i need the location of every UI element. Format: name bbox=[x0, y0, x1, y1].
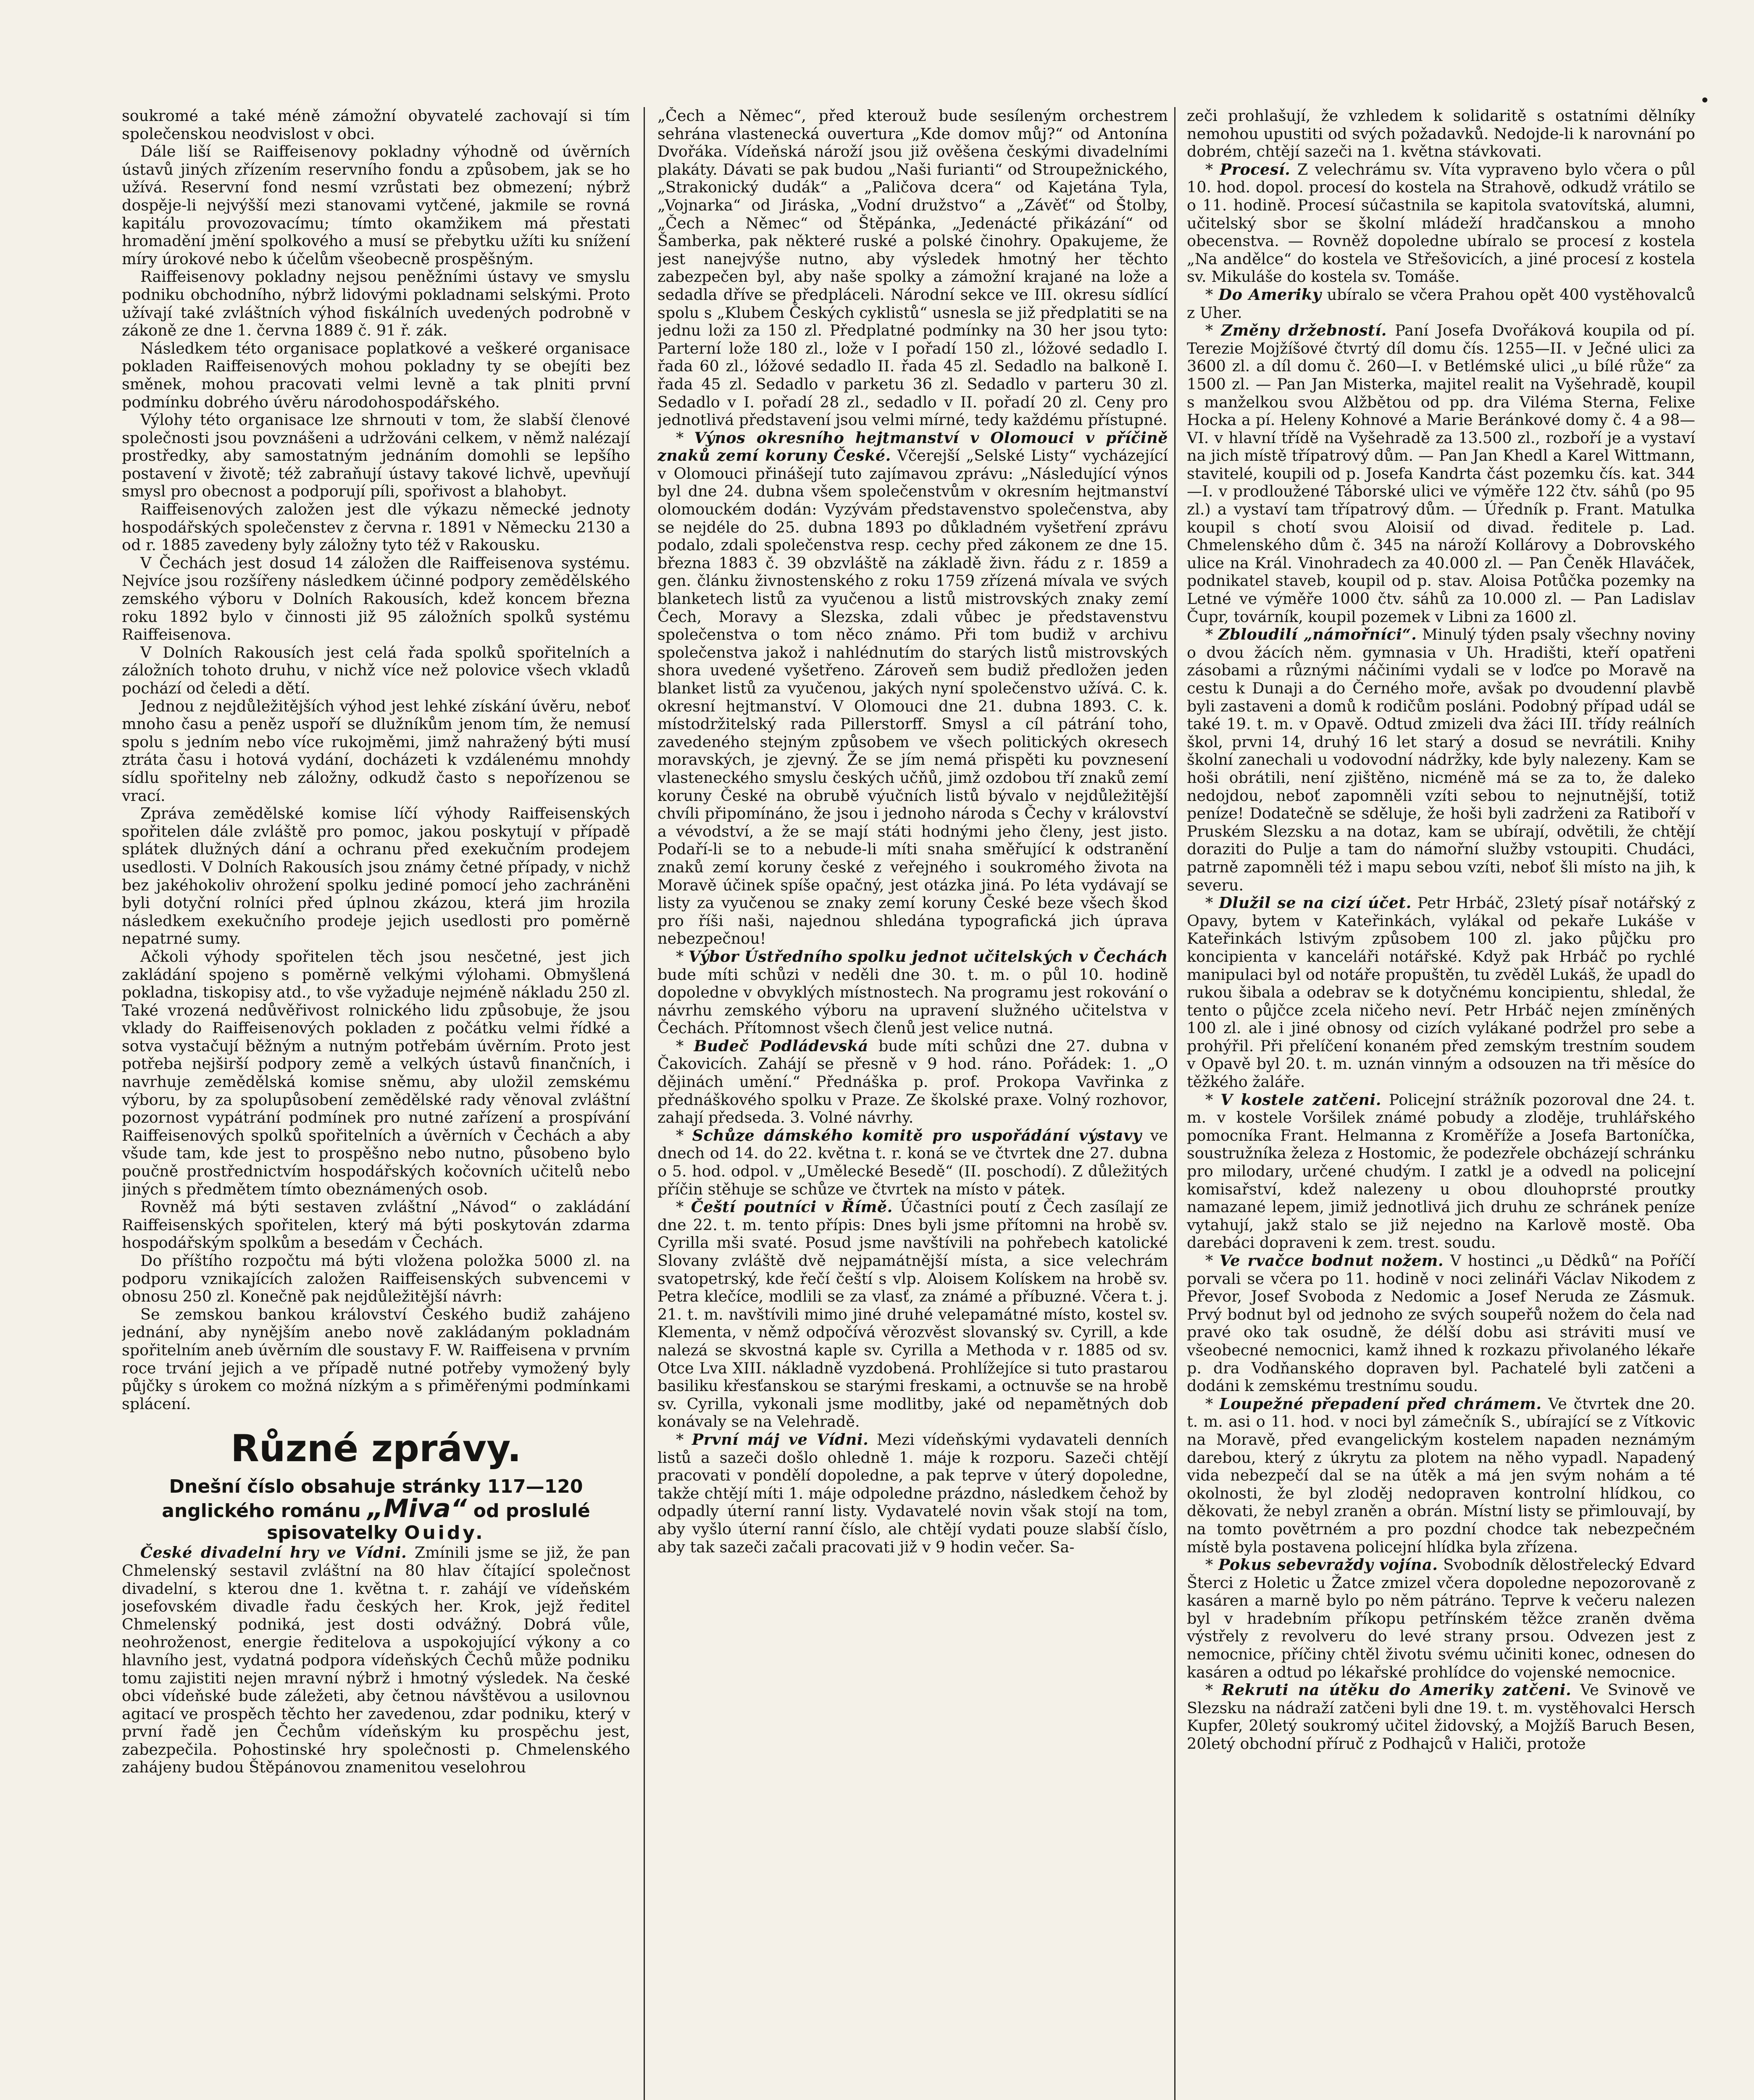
news-headline: Dlužil se na cizí účet. bbox=[1219, 894, 1412, 912]
news-body: ubíralo se včera Prahou opět 400 vystěhovalců z Uher. bbox=[1187, 285, 1695, 322]
news-item: * Změny držebností. Paní Josefa Dvořáková koupila od pí. Terezie Mojžíšové čtvrtý díl domu čís. 1255—II. v Ječné ulici za 3600 zl. a díl domu č. 260—I. v Betlémské ulici „u bílé růže“ za 1500 zl. — Pan Jan Misterka, majitel realit na Vyšehradě, koupil s manželkou svou Alžbětou od pp. dra Viléma Sterna, Felixe Hocka a pí. Heleny Kohnové a Marie Beránkové domy č. 4 a 98—VI. v hlavní třídě na Vyšehradě za 13.500 zl., rozboří je a vystaví na jich místě třípatrový dům. — Pan Jan Khedl a Karel Wittmann, stavitelé, koupili od p. Josefa Kandrta část pozemku čís. kat. 344—I. v prodloužené Táborské ulici ve výměře 122 čtv. sáhů (po 95 zl.) a vystaví tam třípatrový dům. — Úředník p. Frant. Matulka koupil s chotí svou Aloisií od divad. ředitele p. Lad. Chmelenského dům č. 345 na nároží Kollárovy a Dobrovského ulice na Král. Vinohradech za 40.000 zl. — Pan Čeněk Hlaváček, podnikatel staveb, koupil od p. stav. Aloisa Potůčka pozemky na Letné ve výměře 1000 čtv. sáhů za 10.000 zl. — Pan Ladislav Čupr, továrník, koupil pozemek v Libni za 1600 zl. bbox=[1187, 321, 1695, 626]
paragraph: Zpráva zemědělské komise líčí výhody Raiffeisenských spořitelen dále zvláště pro pomoc, jakou poskytují v případě splátek dlužných dání a ochranu před exekučním prodejem usedlosti. V Dolních Rakousích jsou známy četné případy, v nichž bez jakéhokoliv ohrožení spolku jediné pomocí jeho zachráněni byli dotyční rolníci před úplnou zkázou, která jim hrozila následkem exekučního prodeje jejich usedlosti pro poměrně nepatrné sumy. bbox=[122, 804, 630, 948]
news-item bbox=[122, 1544, 630, 1777]
news-body: bude míti schůzi v neděli dne 30. t. m. o půl 10. hodině dopoledne v obvyklých místnostech. Na programu jest rokování o návrhu zemského výboru na upravení služného učitelstva v Čechách. Přítomnost všech členů jest velice nutná. bbox=[657, 965, 1168, 1037]
lead-notice bbox=[122, 1476, 630, 1544]
news-body: Z velechrámu sv. Víta vypraveno bylo včera o půl 10. hod. dopol. procesí do kostela na Strahově, odkudž vrátilo se o 11. hodině. Procesí súčastnila se kapitola svatovítská, alumni, učitelský sbor se školní mládeží hradčanskou a mnoho obecenstva. — Rovněž dopoledne ubíralo se procesí z kostela „Na andělce“ do kostela ve Střešovicích, a jiné procesí z kostela sv. Mikuláše do kostela sv. Tomáše. bbox=[1187, 160, 1695, 286]
news-headline: První máj ve Vídni. bbox=[692, 1430, 869, 1449]
news-headline: Budeč Podládevská bbox=[694, 1037, 868, 1055]
news-headline: Schůze dámského komitě pro uspořádání výstavy bbox=[692, 1126, 1142, 1144]
news-body: Mezi vídeňskými vydavateli denních listů a sazeči došlo ohledně 1. máje k rozporu. Sazeči chtějí pracovati v pondělí dopoledne, a pak teprve v úterý dopoledne, takže chtějí míti 1. máje odpoledne prázdno, následkem čehož by odpadly úterní ranní listy. Vydavatelé novin však stojí na tom, aby vyšlo úterní ranní číslo, ale chtějí vydati pouze slabší číslo, aby tak sazeči začali pracovati již v 9 hodin večer. Sa- bbox=[657, 1430, 1168, 1556]
lead-line: anglického románu bbox=[162, 1500, 361, 1522]
news-item: * Výnos okresního hejtmanství v Olomouci v příčině znaků zemí koruny České. Včerejší „Selské Listy“ vycházející v Olomouci přinášejí tuto zajímavou zprávu: „Následující výnos byl dne 24. dubna všem společenstvům v okresním hejtmanství olomouckém dodán: Vyzývám představenstvo společenstva, aby se nejdéle do 25. dubna 1893 po důkladném vyšetření zprávu podalo, zdali společenstva resp. cechy před zákonem ze dne 15. března 1883 č. 39 obzvláště na základě živn. řádu z r. 1859 a gen. článku živnostenského z roku 1759 zřízená mívala ve svých blanketech listů za vyučenou a listů mistrovských znaky zemí Čech, Moravy a Slezska, zdali vůbec je představenstvu společenstva o tom něco známo. Při tom budiž v archivu společenstva jakož i nahlédnutím do starých listů mistrovských shora uvedené vyšetřeno. Zároveň sem budiž předložen jeden blanket listů za vyučenou, jakých nyní společenstvo užívá. C. k. okresní hejtmanství. V Olomouci dne 21. dubna 1893. C. k. místodržitelský rada Pillerstorff. Smysl a cíl pátrání toho, zavedeného stejným způsobem ve všech politických okresech moravských, je zjevný. Že se jím nemá přispěti ku povznesení vlasteneckého smyslu českých učňů, jimž ozdobou tří znaků zemí koruny České na obrubě výučních listů bývalo v nejdůležitější chvíli připomínáno, že jsou i jednoho národa s Čechy v království a vévodství, a že se mají státi hodnými jeho členy, jest jisto. Podaří-li se to a nebude-li míti snaha směřující k odstranění znaků zemí koruny české z veřejného i soukromého života na Moravě účinek spíše opačný, jest otázka jiná. Po léta vydávají se listy za vyučenou se znaky zemí koruny České beze všech škod pro říši naši, najednou shledána typografická jich úprava nebezpečnou! bbox=[657, 428, 1168, 948]
news-item: * První máj ve Vídni. Mezi vídeňskými vydavateli denních listů a sazeči došlo ohledně 1. máje k rozporu. Sazeči chtějí pracovati v pondělí dopoledne, a pak teprve v úterý dopoledne, takže chtějí míti 1. máje odpoledne prázdno, následkem čehož by odpadly úterní ranní listy. Vydavatelé novin však stojí na tom, aby vyšlo úterní ranní číslo, ale chtějí vydati pouze slabší číslo, aby tak sazeči začali pracovati již v 9 hodin večer. Sa- bbox=[657, 1430, 1168, 1556]
paragraph: Ačkoli výhody spořitelen těch jsou nesčetné, jest jich zakládání spojeno s poměrně velkými výlohami. Obmyšlená pokladna, tiskopisy atd., to vše vyžaduje nejméně nákladu 250 zl. Také vrozená nedůvěřivost rolnického lidu způsobuje, že jsou vklady do Raiffeisenových pokladen z počátku velmi řídké a sotva vystačují běžným a nutným potřebám úvěrním. Proto jest potřeba nejširší podpory země a velkých ústavů finančních, i navrhuje zemědělská komise sněmu, aby uložil zemskému výboru, by za spolupůsobení zemědělské rady věnoval zvláštní pozornost vypátrání podmínek pro nutné zařízení a prospívání Raiffeisenových spolků spořitelních a úvěrních v Čechách a aby všude tam, kde jest to prospěšno nebo nutno, působeno bylo poučně prostřednictvím hospodářských kočovních učitelů nebo jiných s předmětem tímto obeznámených osob. bbox=[122, 947, 630, 1198]
paragraph: soukromé a také méně zámožní obyvatelé zachovají si tím společenskou neodvislost v obci. bbox=[122, 107, 630, 143]
paragraph: V Čechách jest dosud 14 záložen dle Raiffeisenova systému. Nejvíce jsou rozšířeny následkem účinné podpory zemědělského zemského výboru v Dolních Rakousích, kdež koncem března roku 1892 bylo v činnosti již 95 záložních spolků systému Raiffeisenova. bbox=[122, 554, 630, 644]
news-item: * Rekruti na útěku do Ameriky zatčeni. Ve Svinově ve Slezsku na nádraží zatčeni byli dne 19. t. m. vystěhovalci Hersch Kupfer, 20letý soukromý učitel židovský, a Mojžíš Baruch Besen, 20letý obchodní příruč z Podhajců v Haliči, protože bbox=[1187, 1681, 1695, 1753]
news-item: * Dlužil se na cizí účet. Petr Hrbáč, 23letý písař notářský z Opavy, bytem v Kateřinkách, vylákal od pekaře Lukáše v Kateřinkách lstivým způsobem 100 zl. jako půjčku pro koncipienta v kanceláři notářské. Když pak Hrbáč po rychlé manipulaci byl od notáře propuštěn, tu zvěděl Lukáš, že upadl do rukou šibala a odebrav se k dotyčnému koncipientu, shledal, že tento o půjčce zcela ničeho neví. Petr Hrbáč nejen zmíněných 100 zl. ale i jiné obnosy od cizích vylákané podržel pro sebe a prohýřil. Při přelíčení konaném před zemským trestním soudem v Opavě byl 20. t. m. uznán vinným a odsouzen na tři měsíce do těžkého žaláře. bbox=[1187, 894, 1695, 1091]
paragraph: Raiffeisenových založen jest dle výkazu německé jednoty hospodářských společenstev z června r. 1891 v Německu 2130 a od r. 1885 zavedeny byly záložny tyto též v Rakousku. bbox=[122, 500, 630, 554]
paragraph: Jednou z nejdůležitějších výhod jest lehké získání úvěru, neboť mnoho času a peněz uspoří se dlužníkům jenom tím, že nemusí spolu s jedním nebo více rukojměmi, jimž nahražený býti musí ztráta času i hotová vydání, docházeti k vzdálenému mnohdy sídlu spořitelny neb záložny, odkudž často s nepořízenou se vrací. bbox=[122, 697, 630, 805]
paragraph: Dále liší se Raiffeisenovy pokladny výhodně od úvěrních ústavů jiných zřízením reservního fondu a způsobem, jak se ho užívá. Reservní fond nesmí vzrůstati bez obmezení; nýbrž dospěje-li nejvýšší mezi stanovami vytčené, jakmile se rovná kapitálu provozovacímu; tímto okamžikem má přestati hromadění jmění spolkového a musí se přebytku užíti ku snížení míry úrokové nebo k účelům všeobecně prospěšným. bbox=[122, 142, 630, 268]
news-body: Paní Josefa Dvořáková koupila od pí. Terezie Mojžíšové čtvrtý díl domu čís. 1255—II. v Ječné ulici za 3600 zl. a díl domu č. 260—I. v Betlémské ulici „u bílé růže“ za 1500 zl. — Pan Jan Misterka, majitel realit na Vyšehradě, koupil s manželkou svou Alžbětou od pp. dra Viléma Sterna, Felixe Hocka a pí. Heleny Kohnové a Marie Beránkové domy č. 4 a 98—VI. v hlavní třídě na Vyšehradě za 13.500 zl., rozboří je a vystaví na jich místě třípatrový dům. — Pan Jan Khedl a Karel Wittmann, stavitelé, koupili od p. Josefa Kandrta část pozemku čís. kat. 344—I. v prodloužené Táborské ulici ve výměře 122 čtv. sáhů (po 95 zl.) a vystaví tam třípatrový dům. — Úředník p. Frant. Matulka koupil s chotí svou Aloisií od divad. ředitele p. Lad. Chmelenského dům č. 345 na nároží Kollárovy a Dobrovského ulice na Král. Vinohradech za 40.000 zl. — Pan Čeněk Hlaváček, podnikatel staveb, koupil od p. stav. Aloisa Potůčka pozemky na Letné ve výměře 1000 čtv. sáhů za 10.000 zl. — Pan Ladislav Čupr, továrník, koupil pozemek v Libni za 1600 zl. bbox=[1187, 321, 1695, 626]
news-body: Účastníci poutí z Čech zasílají ze dne 22. t. m. tento přípis: Dnes byli jsme přítomni na hrobě sv. Cyrilla mši svaté. Posud jsme navštívili na pohřebech katolické Slovany zvláště dvě nejpamátnější místa, a sice velechrám svatopetrský, kde řečí čeští s vlp. Aloisem Kolískem na hrobě sv. Petra klečíce, modlili se za vlasť, za známé a příbuzné. Včera t. j. 21. t. m. navštívili mimo jiné druhé velepamátné místo, kostel sv. Klementa, v němž odpočívá věrozvěst slovanský sv. Cyrill, a kde nalezá se skvostná kaple sv. Cyrilla a Methoda v r. 1885 od sv. Otce Lva XIII. nákladně vyzdobená. Prohlížejíce si tuto prastarou basiliku křesťanskou se starými freskami, a octnuvše se na hrobě sv. Cyrilla, vykonali jsme modlitby, jaké od nepamětných dob konávaly se na Velehradě. bbox=[657, 1198, 1168, 1431]
news-body: Svobodník dělostřelecký Edvard Šterci z Holetic u Žatce zmizel včera dopoledne nepozorovaně z kasáren a marně bylo po něm pátráno. Teprve k večeru nalezen byl v hradebním příkopu petřínském těžce zraněn dvěma výstřely z revolveru do levé strany prsou. Odvezen jest z nemocnice, příčiny chtěl životu svému učiniti konec, odnesen do kasáren a odtud po lékařské prohlídce do vojenské nemocnice. bbox=[1187, 1556, 1695, 1681]
news-item: * Výbor Ústředního spolku jednot učitelských v Čechách bude míti schůzi v neděli dne 30. t. m. o půl 10. hodině dopoledne v obvyklých místnostech. Na programu jest rokování o návrhu zemského výboru na upravení služného učitelstva v Čechách. Přítomnost všech členů jest velice nutná. bbox=[657, 947, 1168, 1037]
news-headline: V kostele zatčeni. bbox=[1220, 1090, 1381, 1109]
news-headline: Čeští poutníci v Římě. bbox=[691, 1198, 893, 1216]
news-headline: Výbor Ústředního spolku jednot učitelských v Čechách bbox=[688, 947, 1168, 966]
lead-line: Dnešní číslo obsahuje stránky 117—120 bbox=[169, 1476, 583, 1498]
news-headline: Změny držebností. bbox=[1221, 321, 1387, 340]
news-body: Petr Hrbáč, 23letý písař notářský z Opavy, bytem v Kateřinkách, vylákal od pekaře Lukáše v Kateřinkách lstivým způsobem 100 zl. jako půjčku pro koncipienta v kanceláři notářské. Když pak Hrbáč po rychlé manipulaci byl od notáře propuštěn, tu zvěděl Lukáš, že upadl do rukou šibala a odebrav se k dotyčnému koncipientu, shledal, že tento o půjčce zcela ničeho neví. Petr Hrbáč nejen zmíněných 100 zl. ale i jiné obnosy od cizích vylákané podržel pro sebe a prohýřil. Při přelíčení konaném před zemským trestním soudem v Opavě byl 20. t. m. uznán vinným a odsouzen na tři měsíce do těžkého žaláře. bbox=[1187, 894, 1695, 1091]
news-item: * Čeští poutníci v Římě. Účastníci poutí z Čech zasílají ze dne 22. t. m. tento přípis: Dnes byli jsme přítomni na hrobě sv. Cyrilla mši svaté. Posud jsme navštívili na pohřebech katolické Slovany zvláště dvě nejpamátnější místa, a sice velechrám svatopetrský, kde řečí čeští s vlp. Aloisem Kolískem na hrobě sv. Petra klečíce, modlili se za vlasť, za známé a příbuzné. Včera t. j. 21. t. m. navštívili mimo jiné druhé velepamátné místo, kostel sv. Klementa, v němž odpočívá věrozvěst slovanský sv. Cyrill, a kde nalezá se skvostná kaple sv. Cyrilla a Methoda v r. 1885 od sv. Otce Lva XIII. nákladně vyzdobená. Prohlížejíce si tuto prastarou basiliku křesťanskou se starými freskami, a octnuvše se na hrobě sv. Cyrilla, vykonali jsme modlitby, jaké od nepamětných dob konávaly se na Velehradě. bbox=[657, 1198, 1168, 1431]
news-headline: Zbloudilí „námořníci“. bbox=[1218, 625, 1417, 644]
news-item: * Loupežné přepadení před chrámem. Ve čtvrtek dne 20. t. m. asi o 11. hod. v noci byl zámečník S., ubírající se z Vítkovic na Moravě, před evangelickým kostelem napaden neznámým darebou, který z úkrytu za plotem na něho vypadl. Napadený vida nebezpečí dal se na útěk a má jen svým nohám a té okolnosti, že byl zloděj nedopraven kontrolní hlídkou, co děkovati, že nebyl zraněn a obrán. Místní listy se přimlouvají, by na tomto povětrném a pro pozdní chodce tak nebezpečném místě byla postavena policejní hlídka byla zřízena. bbox=[1187, 1394, 1695, 1556]
author-name: Ouidy. bbox=[404, 1522, 485, 1544]
news-body: V hostinci „u Dědků“ na Poříčí porvali se včera po 11. hodině v noci zelináři Václav Nikodem z Převor, Josef Svoboda z Nedomic a Josef Neruda ze Zásmuk. Prvý bodnut byl od jednoho ze svých soupeřů nožem do čela nad pravé oko tak osudně, že délší dobu asi stráviti musí ve všeobecné nemocnici, kamž ihned k rozkazu přivolaného lékaře p. dra Vodňanského dopraven byl. Pachatelé byli zatčeni a dodáni k zemskému trestnímu soudu. bbox=[1187, 1252, 1695, 1395]
news-item: * V kostele zatčeni. Policejní strážník pozoroval dne 24. t. m. v kostele Voršilek známé pobudy a zloděje, truhlářského pomocníka Frant. Helmanna z Kroměříže a Josefa Bartoníčka, soustružníka železa z Hostomic, že podezřele obcházejí schránku pro milodary, určené chudým. I zatkl je a odvedl na policejní komisařství, kdež nalezeny u obou dlouhoprsté proutky namazané lepem, jimiž jednotlivá jich druhu ze schránek peníze vytahují, jakž stalo se již nejedno na Karlově mostě. Oba darebáci dopraveni k zem. trest. soudu. bbox=[1187, 1090, 1695, 1252]
news-item bbox=[657, 107, 1168, 429]
news-item: * Zbloudilí „námořníci“. Minulý týden psaly všechny noviny o dvou žácích něm. gymnasia v Uh. Hradišti, kteří opatřeni zásobami a různými náčiními vydali se v loďce po Moravě na cestu k Dunaji a do Černého moře, avšak po dvoudenní plavbě byli zastaveni a domů k rodičům posláni. Podobný případ udál se také 19. t. m. v Opavě. Odtud zmizeli dva žáci III. třídy reálních škol, prvni 14, druhý 16 let starý a dosud se nevrátili. Knihy školní zanechali u vodovodní nádržky, kde byly nalezeny. Kam se hoši obrátili, není zjištěno, nicméně má se za to, že daleko nedojdou, neboť zapomněli vzíti sebou to nejnutnější, totiž peníze! Dodatečně se sděluje, že hoši byli zadrženi za Ratiboří v Pruském Slezsku a na dotaz, kam se ubírají, odvětili, že chtějí doraziti do Pulje a tam do námořní služby vstoupiti. Chudáci, patrně zapomněli též i mapu sebou vzíti, neboť šli místo na jih, k severu. bbox=[1187, 625, 1695, 894]
novel-title: „Miva“ bbox=[367, 1494, 467, 1524]
news-headline: Procesí. bbox=[1220, 160, 1291, 178]
news-item: * Pokus sebevraždy vojína. Svobodník dělostřelecký Edvard Šterci z Holetic u Žatce zmizel včera dopoledne nepozorovaně z kasáren a marně bylo po něm pátráno. Teprve k večeru nalezen byl v hradebním příkopu petřínském těžce zraněn dvěma výstřely z revolveru do levé strany prsou. Odvezen jest z nemocnice, příčiny chtěl životu svému učiniti konec, odnesen do kasáren a odtud po lékařské prohlídce do vojenské nemocnice. bbox=[1187, 1556, 1695, 1681]
news-item: * Schůze dámského komitě pro uspořádání výstavy ve dnech od 14. do 22. května t. r. koná se ve čtvrtek dne 27. dubna o 5. hod. odpol. v „Umělecké Besedě“ (II. poschodí). Z důležitých příčin stěhuje se schůze ve čtvrtek na místo v pátek. bbox=[657, 1126, 1168, 1198]
lead-line: od proslulé bbox=[473, 1500, 590, 1522]
paragraph: Výlohy této organisace lze shrnouti v tom, že slabší členové společnosti jsou povznášeni a udržováni celkem, v němž nalézají prostředky, aby samostatným jednáním domohli se lepšího postavení v životě; též zabraňují ústavy takové lichvě, upevňují smysl pro obecnost a podporují píli, spořivost a blahobyt. bbox=[122, 411, 630, 501]
news-body: Minulý týden psaly všechny noviny o dvou žácích něm. gymnasia v Uh. Hradišti, kteří opatřeni zásobami a různými náčiními vydali se v loďce po Moravě na cestu k Dunaji a do Černého moře, avšak po dvoudenní plavbě byli zastaveni a domů k rodičům posláni. Podobný případ udál se také 19. t. m. v Opavě. Odtud zmizeli dva žáci III. třídy reálních škol, prvni 14, druhý 16 let starý a dosud se nevrátili. Knihy školní zanechali u vodovodní nádržky, kde byly nalezeny. Kam se hoši obrátili, není zjištěno, nicméně má se za to, že daleko nedojdou, neboť zapomněli vzíti sebou to nejnutnější, totiž peníze! Dodatečně se sděluje, že hoši byli zadrženi za Ratiboří v Pruském Slezsku a na dotaz, kam se ubírají, odvětili, že chtějí doraziti do Pulje a tam do námořní služby vstoupiti. Chudáci, patrně zapomněli též i mapu sebou vzíti, neboť šli místo na jih, k severu. bbox=[1187, 625, 1695, 894]
news-body: bude míti schůzi dne 27. dubna v Čakovicích. Zahájí se přesně v 9 hod. ráno. Pořádek: 1. „O dějinách umění.“ Přednáška p. prof. Prokopa Vavřinka z přednáškového spolku v Praze. Ze školské praxe. Volný rozhovor, zahají předseda. 3. Volné návrhy. bbox=[657, 1037, 1168, 1127]
printing-dot bbox=[1702, 97, 1707, 102]
news-headline: Loupežné přepadení před chrámem. bbox=[1219, 1394, 1542, 1413]
news-item: * Do Ameriky ubíralo se včera Prahou opět 400 vystěhovalců z Uher. bbox=[1187, 285, 1695, 322]
column-rule bbox=[644, 107, 645, 2100]
paragraph: V Dolních Rakousích jest celá řada spolků spořitelních a záložních tohoto druhu, v nichž více než polovice všech vkladů pochází od čeledi a dětí. bbox=[122, 643, 630, 697]
news-body: Ve Svinově ve Slezsku na nádraží zatčeni byli dne 19. t. m. vystěhovalci Hersch Kupfer, 20letý soukromý učitel židovský, a Mojžíš Baruch Besen, 20letý obchodní příruč z Podhajců v Haliči, protože bbox=[1187, 1681, 1695, 1753]
news-body: „Čech a Němec“, před kterouž bude sesíleným orchestrem sehrána vlastenecká ouvertura „Kde domov můj?“ od Antonína Dvořáka. Vídeňská nároží jsou již ověšena českými divadelními plakáty. Dávati se pak budou „Naši furianti“ od Stroupežnického, „Strakonický dudák“ a „Paličova dcera“ od Kajetána Tyla, „Vojnarka“ od Jiráska, „Vodní družstvo“ a „Závěť“ od Štolby, „Čech a Němec“ od Štěpánka, „Jedenácté přikázání“ od Šamberka, pak některé ruské a polské činohry. Opakujeme, že jest nanejvýše nutno, aby výsledek hmotný her těchto zabezpečen byl, aby naše spolky a zámožní krajané na lože a sedadla dříve se předpláceli. Národní sekce ve III. okresu sídlící spolu s „Klubem Českých cyklistů“ usnesla se již předplatiti se na jednu loži za 150 zl. Předplatné podmínky na 30 her jsou tyto: Parterní lože 180 zl., lože v I pořadí 150 zl., lóžové sedadlo I. řada 60 zl., lóžové sedadlo II. řada 45 zl. Sedadlo na balkoně I. řada 45 zl. Sedadlo v parketu 36 zl. Sedadlo v parteru 30 zl. Sedadlo v I. pořadí 28 zl., sedadlo v II. pořadí 20 zl. Ceny pro jednotlivá představení jsou velmi mírné, tedy každému přístupné. bbox=[657, 107, 1168, 429]
news-headline: Ve rvačce bodnut nožem. bbox=[1219, 1252, 1444, 1270]
news-headline: Do Ameriky bbox=[1218, 285, 1322, 304]
paragraph: Raiffeisenovy pokladny nejsou peněžními ústavy ve smyslu podniku obchodního, nýbrž lidovými pokladnami selskými. Proto užívají také zvláštních výhod fiskálních uvedených podrobně v zákoně ze dne 1. června 1889 č. 91 ř. zák. bbox=[122, 268, 630, 340]
section-title: Různé zprávy. bbox=[231, 1427, 521, 1470]
news-headline: Rekruti na útěku do Ameriky zatčeni. bbox=[1222, 1681, 1572, 1699]
lead-line: spisovatelky bbox=[267, 1522, 398, 1544]
paragraph: Rovněž má býti sestaven zvláštní „Návod“ o zakládání Raiffeisenských spořitelen, který má býti poskytován zdarma hospodářským spolkům a besedám v Čechách. bbox=[122, 1198, 630, 1252]
paragraph: Do příštího rozpočtu má býti vložena položka 5000 zl. na podporu vznikajících založen Raiffeisenských subvencemi v obnosu 250 zl. Konečně pak nejdůležitější návrh: bbox=[122, 1252, 630, 1306]
news-headline: Výnos okresního hejtmanství v Olomouci v příčině znaků zemí koruny České. bbox=[657, 428, 1168, 465]
news-item: * Procesí. Z velechrámu sv. Víta vypraveno bylo včera o půl 10. hod. dopol. procesí do kostela na Strahově, odkudž vrátilo se o 11. hodině. Procesí súčastnila se kapitola svatovítská, alumni, učitelský sbor se školní mládeží hradčanskou a mnoho obecenstva. — Rovněž dopoledne ubíralo se procesí z kostela „Na andělce“ do kostela ve Střešovicích, a jiné procesí z kostela sv. Mikuláše do kostela sv. Tomáše. bbox=[1187, 160, 1695, 286]
column-right bbox=[1187, 107, 1695, 2100]
news-headline: Pokus sebevraždy vojína. bbox=[1218, 1556, 1438, 1574]
paragraph: Se zemskou bankou království Českého budiž zahájeno jednání, aby nynějším anebo nově zakládaným pokladnám spořitelním aneb úvěrním dle soustavy F. W. Raiffeisena v prvním roce trvání jejich a ve případě nutné potřeby vymožený byly půjčky s úrokem co možná nízkým a s přiměřenými podmínkami splácení. bbox=[122, 1305, 630, 1413]
column-middle bbox=[657, 107, 1168, 2100]
news-item: * Ve rvačce bodnut nožem. V hostinci „u Dědků“ na Poříčí porvali se včera po 11. hodině v noci zelináři Václav Nikodem z Převor, Josef Svoboda z Nedomic a Josef Neruda ze Zásmuk. Prvý bodnut byl od jednoho ze svých soupeřů nožem do čela nad pravé oko tak osudně, že délší dobu asi stráviti musí ve všeobecné nemocnici, kamž ihned k rozkazu přivolaného lékaře p. dra Vodňanského dopraven byl. Pachatelé byli zatčeni a dodáni k zemskému trestnímu soudu. bbox=[1187, 1252, 1695, 1395]
news-body: Policejní strážník pozoroval dne 24. t. m. v kostele Voršilek známé pobudy a zloděje, truhlářského pomocníka Frant. Helmanna z Kroměříže a Josefa Bartoníčka, soustružníka železa z Hostomic, že podezřele obcházejí schránku pro milodary, určené chudým. I zatkl je a odvedl na policejní komisařství, kdež nalezeny u obou dlouhoprsté proutky namazané lepem, jimiž jednotlivá jich druhu ze schránek peníze vytahují, jakž stalo se již nejedno na Karlově mostě. Oba darebáci dopraveni k zem. trest. soudu. bbox=[1187, 1090, 1695, 1252]
column-left bbox=[122, 107, 630, 2100]
news-body: zeči prohlašují, že vzhledem k solidaritě s ostatními dělníky nemohou upustiti od svých požadavků. Nedojde-li k narovnání po dobrém, chtějí sazeči na 1. května stávkovati. bbox=[1187, 107, 1695, 161]
news-body: Zmínili jsme se již, že pan Chmelenský sestavil zvláštní na 80 hlav čítající společnost divadelní, s kterou dne 1. května t. r. zahájí ve vídeňském josefovském divadle řadu českých her. Krok, jejž ředitel Chmelenský podniká, jest dosti odvážný. Dobrá vůle, neohroženost, energie ředitelova a uspokojující výkony a co hlavního jest, vydatná podpora vídeňských Čechů může podniku tomu zajistiti nejen mravní nýbrž i hmotný výsledek. Na české obci vídeňské bude záležeti, aby četnou návštěvou a usilovnou agitací ve prospěch těchto her zavedenou, zdar podniku, který v první řadě jen Čechům vídeňským ku prospěchu jest, zabezpečila. Pohostinské hry společnosti p. Chmelenského zahájeny budou Štěpánovou znamenitou veselohrou bbox=[122, 1544, 630, 1777]
paragraph: Následkem této organisace poplatkové a veškeré organisace pokladen Raiffeisenových mohou pokladny ty se obejíti bez směnek, mohou pracovati velmi levně a tak plniti první podmínku dobrého úvěru národohospodářského. bbox=[122, 339, 630, 411]
news-item bbox=[1187, 107, 1695, 161]
news-body: Včerejší „Selské Listy“ vycházející v Olomouci přinášejí tuto zajímavou zprávu: „Následující výnos byl dne 24. dubna všem společenstvům v okresním hejtmanství olomouckém dodán: Vyzývám představenstvo společenstva, aby se nejdéle do 25. dubna 1893 po důkladném vyšetření zprávu podalo, zdali společenstva resp. cechy před zákonem ze dne 15. března 1883 č. 39 obzvláště na základě živn. řádu z r. 1859 a gen. článku živnostenského z roku 1759 zřízená mívala ve svých blanketech listů za vyučenou a listů mistrovských znaky zemí Čech, Moravy a Slezska, zdali vůbec je představenstvu společenstva o tom něco známo. Při tom budiž v archivu společenstva jakož i nahlédnutím do starých listů mistrovských shora uvedené vyšetřeno. Zároveň sem budiž předložen jeden blanket listů za vyučenou, jakých nyní společenstvo užívá. C. k. okresní hejtmanství. V Olomouci dne 21. dubna 1893. C. k. místodržitelský rada Pillerstorff. Smysl a cíl pátrání toho, zavedeného stejným způsobem ve všech politických okresech moravských, je zjevný. Že se jím nemá přispěti ku povznesení vlasteneckého smyslu českých učňů, jimž ozdobou tří znaků zemí koruny České na obrubě výučních listů bývalo v nejdůležitější chvíli připomínáno, že jsou i jednoho národa s Čechy v království a vévodství, a že se mají státi hodnými jeho členy, jest jisto. Podaří-li se to a nebude-li míti snaha směřující k odstranění znaků zemí koruny české z veřejného i soukromého života na Moravě účinek spíše opačný, jest otázka jiná. Po léta vydávají se listy za vyučenou se znaky zemí koruny České beze všech škod pro říši naši, najednou shledána typografická jich úprava nebezpečnou! bbox=[657, 446, 1168, 948]
column-rule bbox=[1174, 107, 1175, 2100]
news-item: * Budeč Podládevská bude míti schůzi dne 27. dubna v Čakovicích. Zahájí se přesně v 9 hod. ráno. Pořádek: 1. „O dějinách umění.“ Přednáška p. prof. Prokopa Vavřinka z přednáškového spolku v Praze. Ze školské praxe. Volný rozhovor, zahají předseda. 3. Volné návrhy. bbox=[657, 1037, 1168, 1127]
news-headline: České divadelní hry ve Vídni. bbox=[140, 1544, 407, 1562]
news-body: ve dnech od 14. do 22. května t. r. koná se ve čtvrtek dne 27. dubna o 5. hod. odpol. v „Umělecké Besedě“ (II. poschodí). Z důležitých příčin stěhuje se schůze ve čtvrtek na místo v pátek. bbox=[657, 1126, 1168, 1198]
news-body: Ve čtvrtek dne 20. t. m. asi o 11. hod. v noci byl zámečník S., ubírající se z Vítkovic na Moravě, před evangelickým kostelem napaden neznámým darebou, který z úkrytu za plotem na něho vypadl. Napadený vida nebezpečí dal se na útěk a má jen svým nohám a té okolnosti, že byl zloděj nedopraven kontrolní hlídkou, co děkovati, že nebyl zraněn a obrán. Místní listy se přimlouvají, by na tomto povětrném a pro pozdní chodce tak nebezpečném místě byla postavena policejní hlídka byla zřízena. bbox=[1187, 1394, 1695, 1556]
